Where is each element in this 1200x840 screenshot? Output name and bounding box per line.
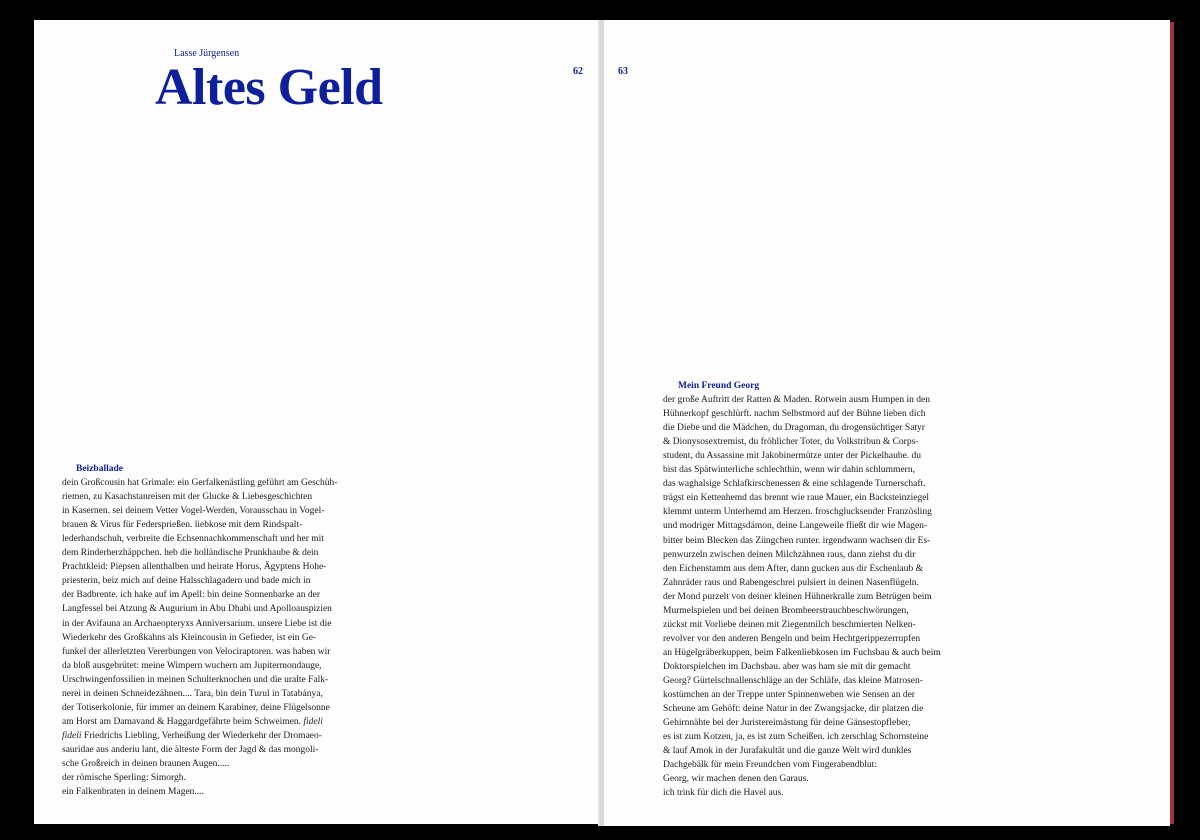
poem-line: priesterin, beiz mich auf deine Halsschlagadern und bade mich in <box>62 576 311 587</box>
poem-line: Scheune am Gehöft: deine Natur in der Zwangsjacke, dir platzen die <box>663 704 924 715</box>
poem-line: Zahnräder raus und Rabengeschrei pulsiert in deinen Nasenflügeln. <box>663 577 919 588</box>
poem-line: in Kasernen. sei deinem Vetter Vogel-Werden, Vorausschau in Vogel- <box>62 506 325 517</box>
poem-line: sche Großreich in deinen braunen Augen..... <box>62 758 230 769</box>
poem-line: lederhandschuh, verbreite die Echsennachkommenschaft und her mit <box>62 534 324 545</box>
poem-line: in der Avifauna an Archaeopteryxs Anniversarium. unsere Liebe ist die <box>62 618 332 629</box>
poem-line: penwurzeln zwischen deinen Milchzähnen raus, dann ziehst du dir <box>663 549 916 560</box>
poem-line: an Hügelgräberkuppen, beim Falkenliebkosen im Fuchsbau & auch beim <box>663 647 941 658</box>
poem-line: Georg, wir machen denen den Garaus. <box>663 774 809 785</box>
poem-line-text: am Horst am Damavand & Haggardgefährte beim Schweimen. <box>62 716 302 727</box>
poem-line: riemen, zu Kasachstanreisen mit der Glucke & Liebesgeschichten <box>62 492 313 503</box>
page-number-right: 63 <box>618 66 628 77</box>
poem-line <box>62 729 337 743</box>
poem-line: der Totiserkolonie, für immer an deinem Karabiner, deine Flügelsonne <box>62 702 330 713</box>
poem-line: bist das Spätwinterliche schlechthin, wenn wir dahin schlummern, <box>663 465 915 476</box>
author-name: Lasse Jürgensen <box>174 48 240 59</box>
poem-mein-freund-georg <box>663 379 941 800</box>
poem-line: dein Großcousin hat Grimale: ein Gerfalkenästling geführt am Geschüh- <box>62 478 338 489</box>
poem-line: der Mond purzelt von deiner kleinen Hühnerkralle zum Betrügen beim <box>663 591 932 602</box>
book-title: Altes Geld <box>155 59 383 116</box>
poem-beizballade <box>62 462 337 799</box>
poem-line: Doktorspielchen im Dachsbau. aber was ham sie mit dir gemacht <box>663 661 911 672</box>
book-cover-edge <box>1170 22 1174 824</box>
poem-line: & Dionysosextremist, du fröhlicher Toter, du Volkstribun & Corps- <box>663 437 919 448</box>
poem-line: ein Falkenbraten in deinem Magen.... <box>62 787 204 798</box>
poem-line: Hühnerkopf geschlürft. nachm Selbstmord auf der Bühne lieben dich <box>663 409 926 420</box>
poem-line: ich trink für dich die Havel aus. <box>663 788 784 799</box>
poem-line: der römische Sperling: Simorgh. <box>62 773 186 784</box>
poem-line: klemmt unterm Unterhemd am Herzen. froschglucksender Französling <box>663 507 932 518</box>
poem-line: & lauf Amok in der Jurafakultät und die ganze Welt wird dunkles <box>663 746 912 757</box>
poem-line: da bloß ausgebrütet: meine Wimpern wuchern am Jupitermondauge, <box>62 660 322 671</box>
poem-line: Prachtkleid: Piepsen allenthalben und heirate Horus, Ägyptens Hohe- <box>62 562 327 573</box>
poem-line: Gehirnnähte bei der Juristereimästung für deine Gänsestopfleber, <box>663 718 911 729</box>
poem-line: Dachgebälk für mein Freundchen vom Fingerabendblut: <box>663 760 877 771</box>
poem-title: Beizballade <box>76 464 123 474</box>
poem-line: dem Rinderherzhäppchen. heb die holländische Prunkhaube & dein <box>62 548 319 559</box>
poem-line-text: Friedrichs Liebling, Verheißung der Wiederkehr der Dromaeo- <box>81 730 322 741</box>
poem-line: student, du Assassine mit Jakobinermütze unter der Pickelhaube. du <box>663 451 922 462</box>
poem-line: der große Auftritt der Ratten & Maden. Rotwein ausm Humpen in den <box>663 395 930 406</box>
poem-line: sauridae aus anderiu lant, die älteste Form der Jagd & das mongoli- <box>62 744 319 755</box>
poem-line: den Eichenstamm aus dem After, dann gucken aus dir Eschenlaub & <box>663 563 924 574</box>
poem-line: funkel der allerletzten Vererbungen von Velociraptoren. was haben wir <box>62 646 331 657</box>
poem-line: Murmelspielen und bei deinen Brombeerstrauchbeschwörungen, <box>663 605 909 616</box>
poem-line: zückst mit Vorliebe deinen mit Ziegenmilch beschmierten Nelken- <box>663 619 916 630</box>
poem-line: bitter beim Blecken das Züngchen runter. irgendwann wachsen dir Es- <box>663 535 931 546</box>
poem-title: Mein Freund Georg <box>678 381 760 391</box>
poem-line: es ist zum Kotzen, ja, es ist zum Scheißen. ich zerschlag Schornsteine <box>663 732 929 743</box>
poem-line: Wiederkehr des Großkahns als Kleincousin in Gefieder, ist ein Ge- <box>62 632 317 643</box>
poem-line: revolver vor den anderen Bengeln und beim Hechtgerippezerrupfen <box>663 633 921 644</box>
poem-line: Georg? Gürtelschnallenschläge an der Schläfe, das kleine Matrosen- <box>663 675 923 686</box>
poem-line: der Badbrente. ich hake auf im Apell: bin deine Sonnenbarke an der <box>62 590 320 601</box>
page-number-left: 62 <box>573 66 583 77</box>
italic-word: fideli <box>303 716 323 727</box>
poem-line: und modriger Mittagsdämon, deine Langeweile fließt dir wie Magen- <box>663 521 928 532</box>
poem-line: brauen & Virus für Federsprießen. liebkose mit dem Rindspalt- <box>62 520 303 531</box>
poem-line: das waghalsige Schlafkirschenessen & eine schlagende Turnerschaft. <box>663 479 926 490</box>
poem-line: Langfessel bei Atzung & Augurium in Abu Dhabi und Apolloauspizien <box>62 604 332 615</box>
poem-line: kostümchen an der Treppe unter Spinnenweben wie Sensen an der <box>663 690 915 701</box>
poem-line: nerei in deinen Schneidezähnen.... Tara, bin dein Turul in Tatabánya, <box>62 688 323 699</box>
poem-line <box>62 715 337 729</box>
poem-line: die Diebe und die Mädchen, du Dragoman, du drogensüchtiger Satyr <box>663 423 925 434</box>
poem-line: Urschwingenfossilien in meinen Schulterknochen und die uralte Falk- <box>62 674 329 685</box>
poem-line: trägst ein Kettenhemd das brennt wie raue Mauer, ein Backsteinziegel <box>663 493 930 504</box>
italic-word: fideli <box>62 730 82 741</box>
